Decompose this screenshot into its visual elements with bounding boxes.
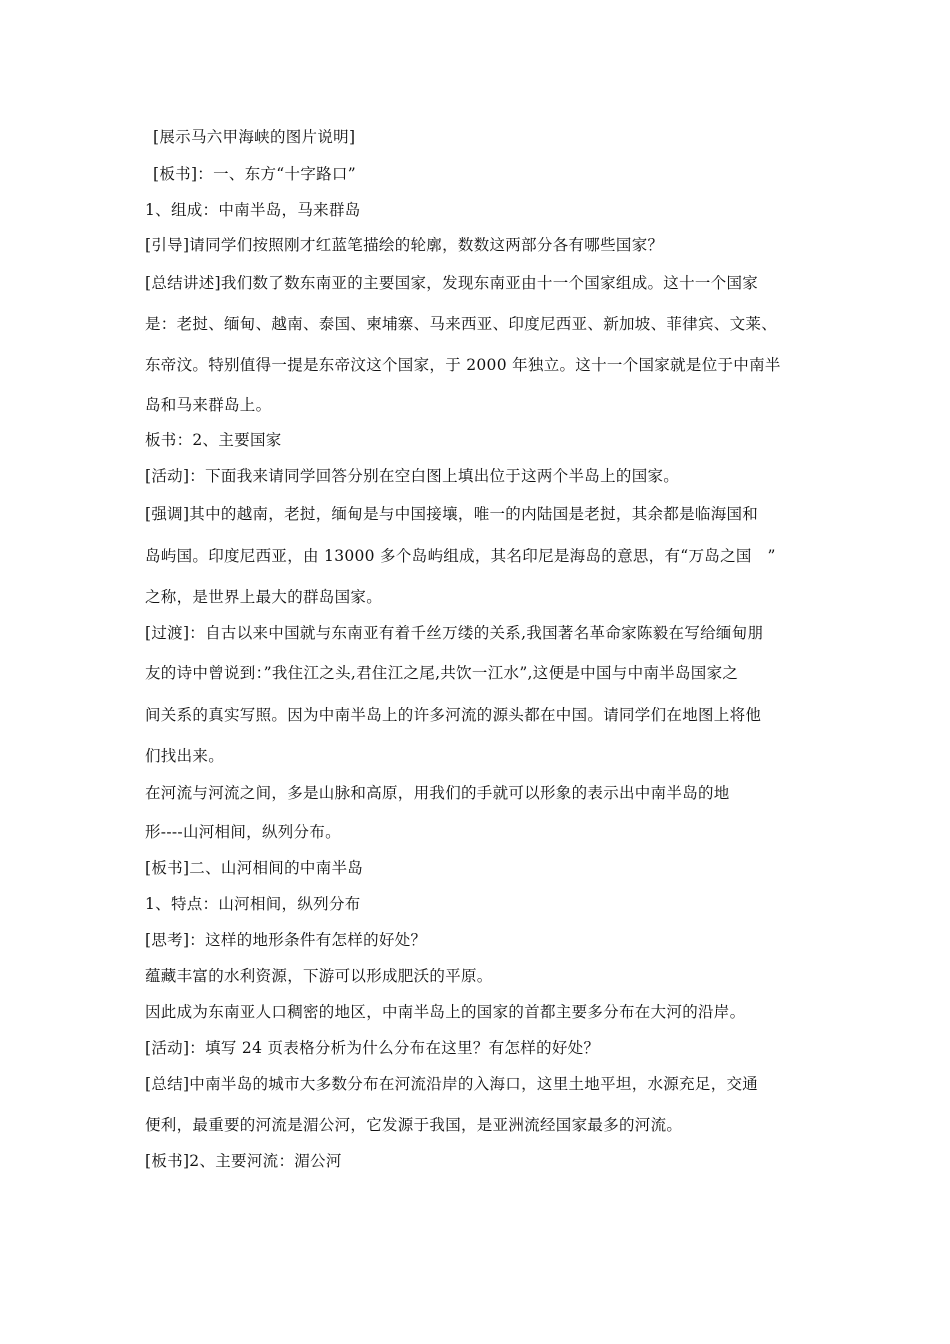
text-line: 板书：2、主要国家: [145, 431, 282, 449]
text-line: 之称，是世界上最大的群岛国家。: [145, 588, 383, 606]
text-line: 是：老挝、缅甸、越南、泰国、柬埔寨、马来西亚、印度尼西亚、新加坡、菲律宾、文莱、: [145, 315, 778, 333]
text-line: [思考]：这样的地形条件有怎样的好处？: [145, 931, 427, 949]
text-line: [活动]：填写 24 页表格分析为什么分布在这里？有怎样的好处？: [145, 1039, 600, 1057]
text-line: 在河流与河流之间，多是山脉和高原，用我们的手就可以形象的表示出中南半岛的地: [145, 784, 730, 802]
text-line: 便利，最重要的河流是湄公河，它发源于我国，是亚洲流经国家最多的河流。: [145, 1116, 683, 1134]
text-line: [板书]：一、东方“十字路口”: [153, 165, 356, 183]
text-line: 东帝汶。特别值得一提是东帝汶这个国家，于 2000 年独立。这十一个国家就是位于中南半: [145, 356, 781, 374]
text-line: 1、特点：山河相间，纵列分布: [145, 895, 361, 913]
text-line: 形----山河相间，纵列分布。: [145, 823, 341, 841]
text-line: 1、组成：中南半岛，马来群岛: [145, 201, 361, 219]
text-line: [总结讲述]我们数了数东南亚的主要国家，发现东南亚由十一个国家组成。这十一个国家: [145, 274, 759, 292]
text-line: 岛屿国。印度尼西亚，由 13000 多个岛屿组成，其名印尼是海岛的意思，有“万岛之国 ”: [145, 547, 776, 565]
text-line: [展示马六甲海峡的图片说明]: [153, 128, 356, 146]
text-line: 们找出来。: [145, 747, 225, 765]
text-line: [板书]二、山河相间的中南半岛: [145, 859, 364, 877]
text-line: [板书]2、主要河流：湄公河: [145, 1152, 342, 1170]
text-line: 友的诗中曾说到：”我住江之头,君住江之尾,共饮一江水”,这便是中国与中南半岛国家之: [145, 664, 739, 682]
text-line: [活动]：下面我来请同学回答分别在空白图上填出位于这两个半岛上的国家。: [145, 467, 680, 485]
text-line: 蕴藏丰富的水利资源，下游可以形成肥沃的平原。: [145, 967, 493, 985]
text-line: [过渡]：自古以来中国就与东南亚有着千丝万缕的关系,我国著名革命家陈毅在写给缅甸朋: [145, 624, 764, 642]
text-line: 因此成为东南亚人口稠密的地区，中南半岛上的国家的首都主要多分布在大河的沿岸。: [145, 1003, 746, 1021]
text-line: [总结]中南半岛的城市大多数分布在河流沿岸的入海口，这里土地平坦，水源充足，交通: [145, 1075, 759, 1093]
text-line: 岛和马来群岛上。: [145, 396, 272, 414]
text-line: [引导]请同学们按照刚才红蓝笔描绘的轮廓，数数这两部分各有哪些国家？: [145, 236, 664, 254]
text-line: [强调]其中的越南，老挝，缅甸是与中国接壤，唯一的内陆国是老挝，其余都是临海国和: [145, 505, 759, 523]
text-line: 间关系的真实写照。因为中南半岛上的许多河流的源头都在中国。请同学们在地图上将他: [145, 706, 762, 724]
